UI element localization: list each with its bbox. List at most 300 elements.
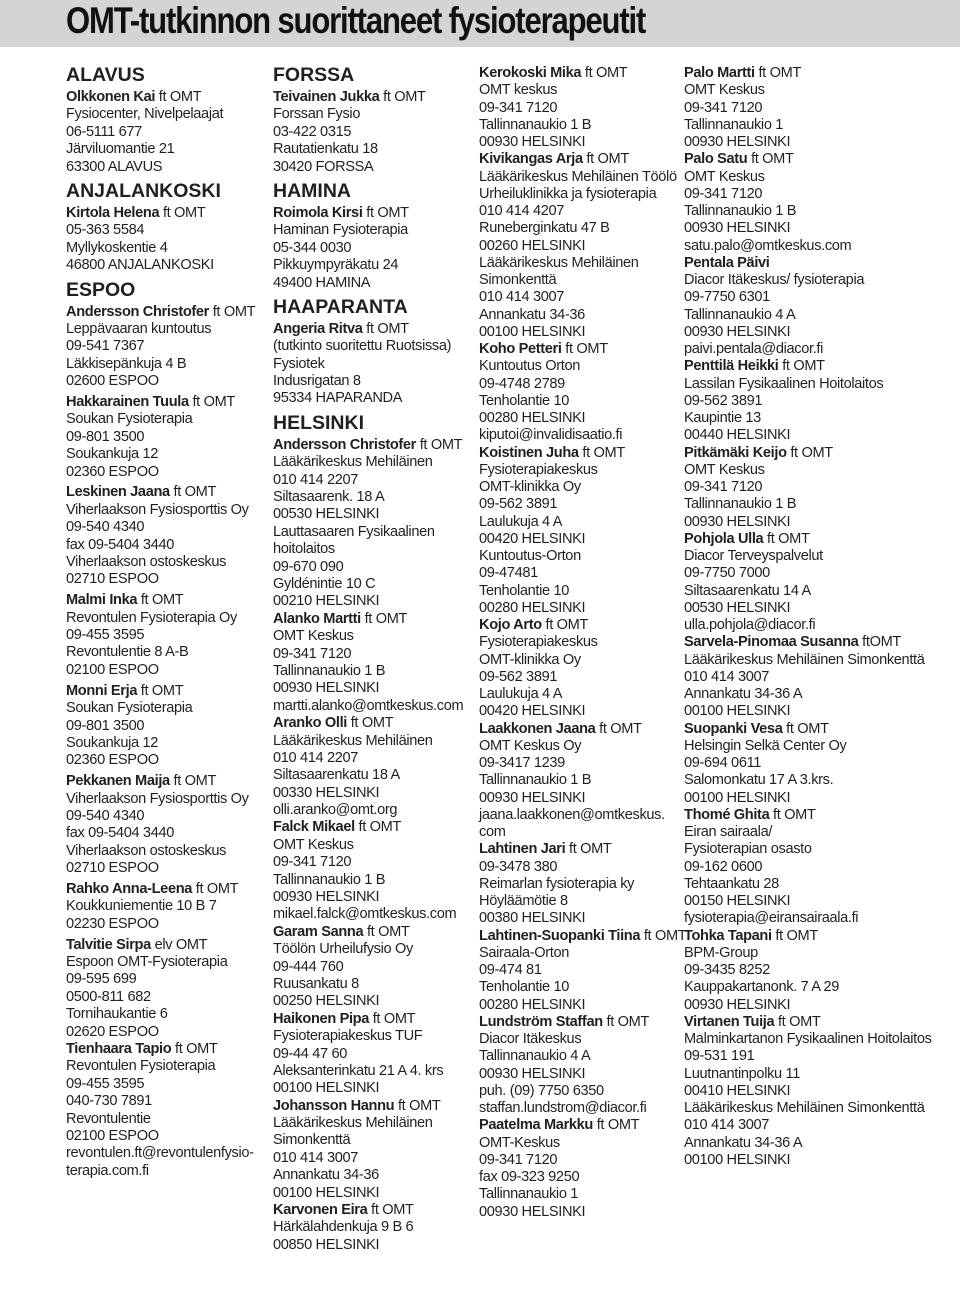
contact-detail-line: OMT-klinikka Oy <box>479 651 581 668</box>
therapist-title: ft OMT <box>754 65 801 81</box>
contact-detail-line: Härkälahdenkuja 9 B 6 <box>273 1219 414 1236</box>
therapist-name: Penttilä Heikki <box>684 358 779 375</box>
contact-detail-line: Haminan Fysioterapia <box>273 222 408 239</box>
therapist-entry-header <box>273 321 479 338</box>
directory-column-2 <box>273 64 479 1254</box>
contact-detail-line: Kauppakartanonk. 7 A 29 <box>684 979 840 996</box>
contact-detail-line: 00440 HELSINKI <box>684 427 791 444</box>
contact-detail-line: Soukankuja 12 <box>66 446 159 463</box>
therapist-title: ft OMT <box>155 89 202 105</box>
contact-detail-line: 09-540 4340 <box>66 519 145 536</box>
therapist-name: Karvonen Eira <box>273 1202 368 1219</box>
contact-detail-line: Tallinnanaukio 1 B <box>479 116 592 133</box>
page-title: OMT-tutkinnon suorittaneet fysioterapeutit <box>66 0 646 41</box>
contact-detail-line: Annankatu 34-36 A <box>684 686 803 702</box>
contact-detail-line: 09-444 760 <box>273 958 344 975</box>
therapist-title: ft OMT <box>593 1117 640 1134</box>
contact-detail-line: Siltasaarenkatu 14 A <box>684 582 811 599</box>
therapist-name: Angeria Ritva <box>273 320 363 337</box>
therapist-title: ft OMT <box>363 923 410 940</box>
contact-detail-line: Helsingin Selkä Center Oy <box>684 737 847 754</box>
contact-detail-line: Tallinnanaukio 1 B <box>479 772 592 789</box>
contact-detail-line: Urheiluklinikka ja fysioterapia <box>479 185 657 202</box>
contact-detail-line: Runeberginkatu 47 B <box>479 220 610 237</box>
contact-detail-line: Lauttasaaren Fysikaalinen <box>273 523 435 540</box>
contact-detail-line: 09-562 3891 <box>479 668 558 685</box>
therapist-name: Johansson Hannu <box>273 1097 395 1114</box>
contact-detail-line: 00530 HELSINKI <box>684 599 791 616</box>
therapist-entry-header <box>684 151 890 168</box>
contact-detail-line: Soukan Fysioterapia <box>66 700 193 717</box>
therapist-entry-header <box>479 1117 685 1134</box>
therapist-name: Virtanen Tuija <box>684 1013 775 1030</box>
therapist-name: Tienhaara Tapio <box>66 1041 172 1058</box>
contact-detail-line: puh. (09) 7750 6350 <box>479 1082 604 1099</box>
contact-detail-line: Reimarlan fysioterapia ky <box>479 875 635 892</box>
therapist-entry-header <box>66 1041 272 1058</box>
contact-detail-line: Revontulentie 8 A-B <box>66 644 189 661</box>
contact-detail-line: 05-363 5584 <box>66 222 145 239</box>
therapist-entry-header <box>66 394 272 411</box>
city-heading: HELSINKI <box>273 411 365 434</box>
city-heading: HAMINA <box>273 179 351 202</box>
therapist-name: Kivikangas Arja <box>479 151 583 168</box>
therapist-entry-header <box>66 683 272 700</box>
therapist-entry-header <box>479 928 685 945</box>
contact-detail-line: Lääkärikeskus Mehiläinen <box>273 454 433 471</box>
contact-detail-line: Viherlaakson ostoskeskus <box>66 553 227 570</box>
contact-detail-line: 040-730 7891 <box>66 1093 152 1110</box>
therapist-entry-header <box>684 721 890 738</box>
contact-detail-line: Revontulentie <box>66 1110 151 1127</box>
therapist-title: ft OMT <box>379 89 426 105</box>
contact-detail-line: paivi.pentala@diacor.fi <box>684 341 824 357</box>
contact-detail-line: com <box>479 824 506 840</box>
contact-detail-line: 010 414 2207 <box>273 749 359 766</box>
contact-detail-line: 02230 ESPOO <box>66 915 159 932</box>
title-bar <box>0 0 960 47</box>
therapist-name: Teivainen Jukka <box>273 89 380 105</box>
contact-detail-line: 09-595 699 <box>66 971 137 988</box>
therapist-name: Falck Mikael <box>273 819 355 836</box>
therapist-title: ft OMT <box>369 1010 416 1027</box>
contact-detail-line: Läkkisepänkuja 4 B <box>66 355 187 372</box>
contact-detail-line: 00100 HELSINKI <box>684 789 791 806</box>
contact-detail-line: 95334 HAPARANDA <box>273 390 403 407</box>
contact-detail-line: 00280 HELSINKI <box>479 410 586 426</box>
contact-detail-line: 09-455 3595 <box>66 1075 145 1092</box>
contact-detail-line: Tallinnanaukio 1 B <box>684 496 797 513</box>
contact-detail-line: Revontulen Fysioterapia Oy <box>66 609 237 626</box>
therapist-title: ft OMT <box>771 927 818 944</box>
contact-detail-line: 00100 HELSINKI <box>273 1184 380 1201</box>
contact-detail-line: Koukkuniementie 10 B 7 <box>66 898 217 915</box>
city-heading: HAAPARANTA <box>273 295 408 318</box>
therapist-name: Sarvela-Pinomaa Susanna <box>684 634 859 651</box>
contact-detail-line: OMT Keskus <box>273 836 354 853</box>
therapist-title: ft OMT <box>786 444 833 461</box>
contact-detail-line: martti.alanko@omtkeskus.com <box>273 697 464 714</box>
therapist-name: Aranko Olli <box>273 715 348 732</box>
therapist-title: ft OMT <box>541 617 588 633</box>
contact-detail-line: 09-3435 8252 <box>684 962 770 978</box>
therapist-title: ft OMT <box>137 682 184 699</box>
therapist-title: ft OMT <box>774 1013 821 1030</box>
therapist-name: Kirtola Helena <box>66 204 160 221</box>
therapist-title: ft OMT <box>782 720 829 737</box>
contact-detail-line: 00210 HELSINKI <box>273 593 380 610</box>
contact-detail-line: 00100 HELSINKI <box>479 323 586 340</box>
therapist-title: elv OMT <box>150 936 208 953</box>
contact-detail-line: 010 414 2207 <box>273 471 359 488</box>
contact-detail-line: 00930 HELSINKI <box>684 323 791 340</box>
contact-detail-line: Sairaala-Orton <box>479 944 570 961</box>
contact-detail-line: satu.palo@omtkeskus.com <box>684 237 852 254</box>
contact-detail-line: 02710 ESPOO <box>66 571 159 588</box>
contact-detail-line: 46800 ANJALANKOSKI <box>66 257 214 274</box>
contact-detail-line: 09-562 3891 <box>479 496 558 513</box>
contact-detail-line: 09-341 7120 <box>479 99 558 116</box>
contact-detail-line: OMT Keskus <box>684 82 765 99</box>
contact-detail-line: 00930 HELSINKI <box>479 789 586 806</box>
contact-detail-line: Lääkärikeskus Mehiläinen <box>479 254 639 271</box>
contact-detail-line: Fysioterapiakeskus <box>479 461 598 478</box>
therapist-title: ft OMT <box>763 530 810 547</box>
therapist-title: ft OMT <box>192 881 239 898</box>
therapist-title: ft OMT <box>362 204 409 221</box>
therapist-entry-header <box>66 937 272 954</box>
contact-detail-line: Fysioterapian osasto <box>684 841 812 858</box>
therapist-title: ft OMT <box>367 1202 414 1219</box>
therapist-name: Pitkämäki Keijo <box>684 444 787 461</box>
therapist-title: ft OMT <box>416 436 463 453</box>
therapist-entry-header <box>684 807 890 824</box>
therapist-entry-header <box>479 445 685 462</box>
contact-detail-line: 00380 HELSINKI <box>479 910 586 927</box>
contact-detail-line: 02360 ESPOO <box>66 752 159 769</box>
therapist-entry-header <box>479 721 685 738</box>
therapist-name: Olkkonen Kai <box>66 89 156 105</box>
therapist-entry-header <box>273 924 479 941</box>
contact-detail-line: fax 09-5404 3440 <box>66 825 175 842</box>
contact-detail-line: Tehtaankatu 28 <box>684 875 779 892</box>
therapist-entry-header <box>684 1014 890 1031</box>
therapist-name: Palo Satu <box>684 151 748 168</box>
contact-detail-line: Diacor Itäkeskus/ fysioterapia <box>684 272 865 288</box>
contact-detail-line: Kaupintie 13 <box>684 410 761 426</box>
therapist-name: Koho Petteri <box>479 341 562 357</box>
contact-detail-line: 010 414 4207 <box>479 203 565 219</box>
contact-detail-line: 09-341 7120 <box>684 479 763 495</box>
contact-detail-line: 03-422 0315 <box>273 123 352 140</box>
city-heading: ALAVUS <box>66 64 145 86</box>
directory-column-4 <box>684 65 932 1169</box>
contact-detail-line: 09-694 0611 <box>684 755 762 771</box>
contact-detail-line: 00930 HELSINKI <box>684 220 791 237</box>
contact-detail-line: 30420 FORSSA <box>273 158 374 175</box>
therapist-name: Lundström Staffan <box>479 1013 603 1030</box>
therapist-entry-header <box>684 445 890 462</box>
contact-detail-line: Simonkenttä <box>479 272 557 288</box>
therapist-title: ft OMT <box>595 720 642 737</box>
contact-detail-line: Fysiocenter, Nivelpelaajat <box>66 106 224 123</box>
contact-detail-line: OMT Keskus <box>684 461 765 478</box>
contact-detail-line: jaana.laakkonen@omtkeskus. <box>479 806 665 823</box>
contact-detail-line: Tenholantie 10 <box>479 979 570 996</box>
contact-detail-line: 00250 HELSINKI <box>273 993 380 1010</box>
contact-detail-line: 09-47481 <box>479 565 538 582</box>
contact-detail-line: 09-341 7120 <box>684 185 763 202</box>
contact-detail-line: Ruusankatu 8 <box>273 975 359 992</box>
contact-detail-line: 49400 HAMINA <box>273 274 371 291</box>
therapist-name: Paatelma Markku <box>479 1117 593 1134</box>
contact-detail-line: Tallinnanaukio 4 A <box>684 306 796 323</box>
contact-detail-line: 09-531 191 <box>684 1048 755 1065</box>
contact-detail-line: Tenholantie 10 <box>479 582 570 599</box>
therapist-name: Lahtinen Jari <box>479 841 566 858</box>
contact-detail-line: mikael.falck@omtkeskus.com <box>273 906 457 923</box>
therapist-name: Rahko Anna-Leena <box>66 881 193 898</box>
contact-detail-line: kiputoi@invalidisaatio.fi <box>479 427 623 444</box>
therapist-name: Laakkonen Jaana <box>479 720 596 737</box>
contact-detail-line: 00150 HELSINKI <box>684 893 791 909</box>
contact-detail-line: Gyldénintie 10 C <box>273 575 376 592</box>
contact-detail-line: Myllykoskentie 4 <box>66 239 168 256</box>
contact-detail-line: 00850 HELSINKI <box>273 1236 380 1253</box>
contact-detail-line: Tallinnanaukio 1 B <box>273 871 386 888</box>
contact-detail-line: Annankatu 34-36 <box>273 1167 379 1184</box>
therapist-entry-header <box>66 592 272 609</box>
contact-detail-line: 00930 HELSINKI <box>684 513 791 530</box>
contact-detail-line: Lääkärikeskus Mehiläinen <box>273 732 433 749</box>
therapist-title: ft OMT <box>640 927 687 944</box>
contact-detail-line: 010 414 3007 <box>273 1149 359 1166</box>
contact-detail-line: Annankatu 34-36 A <box>684 1134 803 1151</box>
therapist-entry-header <box>273 1202 479 1219</box>
therapist-name: Lahtinen-Suopanki Tiina <box>479 927 641 944</box>
contact-detail-line: 00930 HELSINKI <box>479 1203 586 1220</box>
contact-detail-line: 00530 HELSINKI <box>273 506 380 523</box>
therapist-title: ft OMT <box>159 204 206 221</box>
therapist-entry-header <box>479 151 685 168</box>
therapist-entry-header <box>66 304 272 321</box>
contact-detail-line: ulla.pohjola@diacor.fi <box>684 617 816 633</box>
contact-detail-line: 09-541 7367 <box>66 338 145 355</box>
contact-detail-line: Revontulen Fysioterapia <box>66 1058 216 1075</box>
therapist-entry-header <box>66 205 272 222</box>
contact-detail-line: Eiran sairaala/ <box>684 824 773 840</box>
contact-detail-line: Salomonkatu 17 A 3.krs. <box>684 772 834 789</box>
therapist-name: Thomé Ghita <box>684 806 770 823</box>
contact-detail-line: Lääkärikeskus Mehiläinen Simonkenttä <box>684 651 925 668</box>
therapist-title: ft OMT <box>582 151 629 168</box>
contact-detail-line: Tallinnanaukio 4 A <box>479 1048 591 1065</box>
therapist-title: ft OMT <box>561 341 608 357</box>
therapist-entry-header <box>273 1011 479 1028</box>
therapist-entry-header <box>66 484 272 501</box>
contact-detail-line: Tallinnanaukio 1 B <box>273 662 386 679</box>
contact-detail-line: 02600 ESPOO <box>66 373 159 390</box>
therapist-entry-header <box>684 255 890 272</box>
contact-detail-line: 00930 HELSINKI <box>479 1065 586 1082</box>
therapist-entry-header <box>273 715 479 732</box>
contact-detail-line: olli.aranko@omt.org <box>273 802 398 819</box>
contact-detail-line: Tallinnanaukio 1 <box>684 116 784 133</box>
contact-detail-line: 09-801 3500 <box>66 717 145 734</box>
contact-detail-line: Rautatienkatu 18 <box>273 141 378 158</box>
contact-detail-line: hoitolaitos <box>273 541 335 558</box>
contact-detail-line: 09-3417 1239 <box>479 755 565 771</box>
contact-detail-line: 09-341 7120 <box>684 99 763 116</box>
contact-detail-line: 00280 HELSINKI <box>479 599 586 616</box>
contact-detail-line: 09-801 3500 <box>66 428 145 445</box>
contact-detail-line: Tenholantie 10 <box>479 392 570 409</box>
therapist-name: Malmi Inka <box>66 592 138 609</box>
contact-detail-line: staffan.lundstrom@diacor.fi <box>479 1100 647 1116</box>
therapist-entry-header <box>479 341 685 358</box>
contact-detail-line: Malminkartanon Fysikaalinen Hoitolaitos <box>684 1031 932 1047</box>
contact-detail-line: 09-341 7120 <box>273 854 352 871</box>
contact-detail-line: 09-7750 7000 <box>684 565 770 582</box>
contact-detail-line: Forssan Fysio <box>273 106 361 123</box>
contact-detail-line: 00930 HELSINKI <box>479 134 586 150</box>
therapist-name: Andersson Christofer <box>273 436 417 453</box>
therapist-name: Alanko Martti <box>273 610 361 627</box>
contact-detail-line: Viherlaakson Fysiosporttis Oy <box>66 501 249 518</box>
therapist-entry-header <box>273 819 479 836</box>
contact-detail-line: Diacor Itäkeskus <box>479 1031 582 1047</box>
contact-detail-line: OMT-Keskus <box>479 1134 560 1151</box>
contact-detail-line: 00930 HELSINKI <box>273 889 380 906</box>
therapist-name: Suopanki Vesa <box>684 720 783 737</box>
therapist-name: Hakkarainen Tuula <box>66 393 189 410</box>
therapist-entry-header <box>479 841 685 858</box>
contact-detail-line: Fysioterapiakeskus <box>479 634 598 651</box>
therapist-entry-header <box>273 89 479 106</box>
contact-detail-line: 00930 HELSINKI <box>684 134 791 150</box>
therapist-name: Kojo Arto <box>479 617 542 633</box>
contact-detail-line: 09-162 0600 <box>684 858 763 875</box>
contact-detail-line: Järviluomantie 21 <box>66 141 175 158</box>
therapist-name: Haikonen Pipa <box>273 1010 370 1027</box>
contact-detail-line: fax 09-323 9250 <box>479 1169 580 1185</box>
therapist-name: Kerokoski Mika <box>479 65 582 81</box>
contact-detail-line: 09-455 3595 <box>66 627 145 644</box>
contact-detail-line: 010 414 3007 <box>684 668 770 685</box>
contact-detail-line: Pikkuympyräkatu 24 <box>273 257 399 274</box>
therapist-name: Pekkanen Maija <box>66 773 170 790</box>
contact-detail-line: 010 414 3007 <box>684 1117 770 1134</box>
contact-detail-line: Tornihaukantie 6 <box>66 1006 168 1023</box>
contact-detail-line: Espoon OMT-Fysioterapia <box>66 954 228 971</box>
contact-detail-line: 00330 HELSINKI <box>273 784 380 801</box>
contact-detail-line: 09-3478 380 <box>479 858 558 875</box>
therapist-name: Roimola Kirsi <box>273 204 363 221</box>
contact-detail-line: Leppävaaran kuntoutus <box>66 320 212 337</box>
therapist-entry-header <box>684 634 901 651</box>
directory-column-1 <box>66 64 272 1180</box>
contact-detail-line: OMT keskus <box>479 82 558 99</box>
contact-detail-line: Tallinnanaukio 1 <box>479 1186 579 1203</box>
therapist-entry-header <box>684 928 890 945</box>
therapist-title: ft OMT <box>188 393 235 410</box>
therapist-name: Garam Sanna <box>273 923 364 940</box>
therapist-entry-header <box>479 1014 685 1031</box>
contact-detail-line: OMT Keskus <box>273 628 354 645</box>
contact-detail-line: 010 414 3007 <box>479 289 565 306</box>
contact-detail-line: 00410 HELSINKI <box>684 1082 791 1099</box>
city-heading: ESPOO <box>66 278 136 301</box>
city-heading: ANJALANKOSKI <box>66 179 221 202</box>
therapist-name: Tohka Tapani <box>684 927 772 944</box>
therapist-title: ft OMT <box>347 715 394 732</box>
contact-detail-line: 05-344 0030 <box>273 239 352 256</box>
contact-detail-line: (tutkinto suoritettu Ruotsissa) <box>273 338 452 355</box>
therapist-entry-header <box>66 89 272 106</box>
contact-detail-line: 00260 HELSINKI <box>479 237 586 254</box>
contact-detail-line: 02100 ESPOO <box>66 661 159 678</box>
contact-detail-line: 00100 HELSINKI <box>684 703 791 720</box>
contact-detail-line: Aleksanterinkatu 21 A 4. krs <box>273 1062 444 1079</box>
contact-detail-line: Laulukuja 4 A <box>479 686 563 702</box>
contact-detail-line: 00930 HELSINKI <box>273 680 380 697</box>
contact-detail-line: OMT Keskus Oy <box>479 737 582 754</box>
contact-detail-line: Lääkärikeskus Mehiläinen Töölö <box>479 168 677 185</box>
contact-detail-line: 00280 HELSINKI <box>479 996 586 1013</box>
contact-detail-line: terapia.com.fi <box>66 1162 149 1179</box>
contact-detail-line: Fysiotek <box>273 355 325 372</box>
therapist-title: ft OMT <box>171 1041 218 1058</box>
contact-detail-line: 09-7750 6301 <box>684 289 770 306</box>
contact-detail-line: 00420 HELSINKI <box>479 703 586 720</box>
contact-detail-line: Laulukuja 4 A <box>479 513 563 530</box>
contact-detail-line: OMT Keskus <box>684 168 765 185</box>
contact-detail-line: 09-44 47 60 <box>273 1045 348 1062</box>
therapist-entry-header <box>684 65 890 82</box>
contact-detail-line: 09-341 7120 <box>273 645 352 662</box>
therapist-entry-header <box>273 437 479 454</box>
contact-detail-line: Kuntoutus Orton <box>479 358 581 375</box>
therapist-title: ft OMT <box>360 610 408 627</box>
contact-detail-line: Lääkärikeskus Mehiläinen <box>273 1115 433 1132</box>
therapist-name: Leskinen Jaana <box>66 484 170 501</box>
therapist-entry-header <box>684 531 890 548</box>
contact-detail-line: revontulen.ft@revontulenfysio- <box>66 1145 254 1162</box>
therapist-title: ft OMT <box>169 484 217 501</box>
contact-detail-line: Soukankuja 12 <box>66 734 159 751</box>
contact-detail-line: Soukan Fysioterapia <box>66 411 193 428</box>
contact-detail-line: Viherlaakson Fysiosporttis Oy <box>66 790 249 807</box>
contact-detail-line: Höyläämötie 8 <box>479 893 568 909</box>
therapist-entry-header <box>273 205 479 222</box>
contact-detail-line: 02620 ESPOO <box>66 1023 159 1040</box>
contact-detail-line: 00420 HELSINKI <box>479 530 586 547</box>
contact-detail-line: BPM-Group <box>684 944 758 961</box>
city-heading: FORSSA <box>273 64 355 86</box>
therapist-entry-header <box>273 1098 479 1115</box>
contact-detail-line: Viherlaakson ostoskeskus <box>66 842 227 859</box>
therapist-name: Andersson Christofer <box>66 303 210 320</box>
contact-detail-line: 00100 HELSINKI <box>684 1151 791 1168</box>
therapist-title: ft OMT <box>578 444 625 461</box>
contact-detail-line: 09-562 3891 <box>684 392 763 409</box>
therapist-name: Monni Erja <box>66 682 138 699</box>
therapist-name: Pohjola Ulla <box>684 530 764 547</box>
contact-detail-line: 09-540 4340 <box>66 807 145 824</box>
contact-detail-line: 02710 ESPOO <box>66 860 159 877</box>
contact-detail-line: Lassilan Fysikaalinen Hoitolaitos <box>684 375 884 392</box>
contact-detail-line: 00100 HELSINKI <box>273 1080 380 1097</box>
